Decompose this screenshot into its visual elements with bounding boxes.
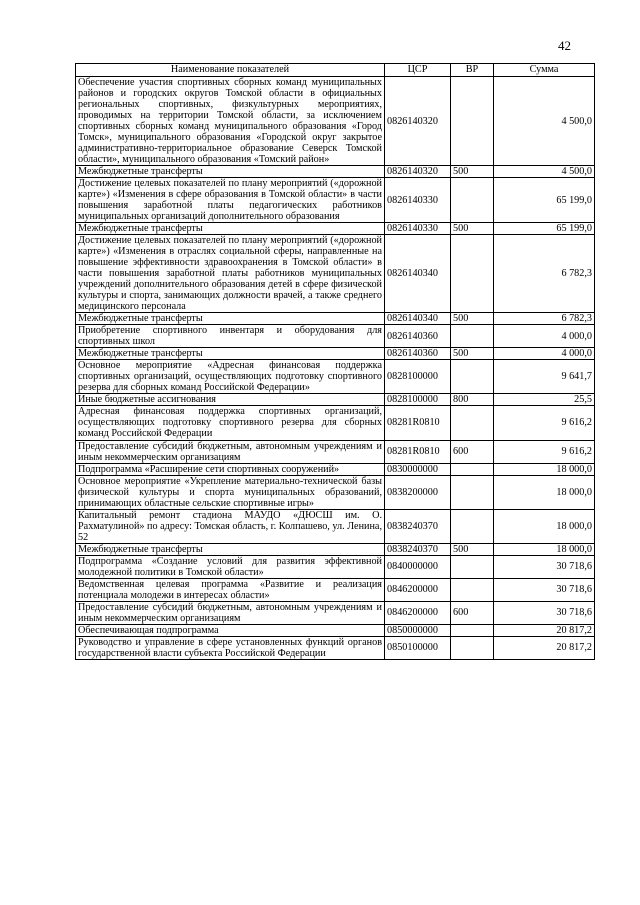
row-sum: 18 000,0: [494, 463, 595, 475]
row-sum: 4 500,0: [494, 166, 595, 178]
header-csr: ЦСР: [385, 64, 451, 77]
row-csr: 0830000000: [385, 463, 451, 475]
table-row: [76, 578, 595, 601]
page-number: 42: [558, 38, 571, 53]
row-vr: 500: [451, 166, 494, 178]
row-name: Руководство и управление в сфере установленных функций органов государственной власти субъекта Российской Федерации: [76, 636, 385, 659]
row-csr: 0828100000: [385, 394, 451, 406]
table-row: [76, 601, 595, 624]
table-row: [76, 223, 595, 235]
row-csr: 0850000000: [385, 624, 451, 636]
row-vr: 600: [451, 601, 494, 624]
row-vr: 500: [451, 313, 494, 325]
row-name: Капитальный ремонт стадиона МАУДО «ДЮСШ им. О. Рахматулиной» по адресу: Томская область, г. Колпашево, ул. Ленина, 52: [76, 509, 385, 543]
row-vr: [451, 325, 494, 348]
row-vr: [451, 636, 494, 659]
row-sum: 18 000,0: [494, 475, 595, 509]
row-name: Подпрограмма «Расширение сети спортивных сооружений»: [76, 463, 385, 475]
row-vr: [451, 578, 494, 601]
row-sum: 20 817,2: [494, 624, 595, 636]
row-sum: 18 000,0: [494, 543, 595, 555]
table-row: [76, 325, 595, 348]
row-csr: 0826140320: [385, 166, 451, 178]
row-csr: 0840000000: [385, 555, 451, 578]
row-csr: 0838200000: [385, 475, 451, 509]
row-csr: 0826140330: [385, 178, 451, 223]
row-vr: [451, 624, 494, 636]
row-vr: 500: [451, 348, 494, 360]
row-csr: 0838240370: [385, 543, 451, 555]
table-row: [76, 475, 595, 509]
row-sum: 6 782,3: [494, 235, 595, 313]
row-name: Межбюджетные трансферты: [76, 166, 385, 178]
row-sum: 30 718,6: [494, 555, 595, 578]
row-vr: 500: [451, 543, 494, 555]
row-vr: 500: [451, 223, 494, 235]
row-csr: 0828100000: [385, 360, 451, 394]
row-sum: 65 199,0: [494, 178, 595, 223]
table-row: [76, 555, 595, 578]
table-row: [76, 313, 595, 325]
row-sum: 30 718,6: [494, 601, 595, 624]
row-name: Иные бюджетные ассигнования: [76, 394, 385, 406]
row-name: Предоставление субсидий бюджетным, автономным учреждениям и иным некоммерческим организациям: [76, 601, 385, 624]
row-vr: [451, 360, 494, 394]
row-csr: 08281R0810: [385, 440, 451, 463]
row-sum: 18 000,0: [494, 509, 595, 543]
row-sum: 65 199,0: [494, 223, 595, 235]
row-csr: 0846200000: [385, 578, 451, 601]
row-vr: 800: [451, 394, 494, 406]
row-vr: 600: [451, 440, 494, 463]
table-row: [76, 394, 595, 406]
row-name: Достижение целевых показателей по плану мероприятий («дорожной карте») «Изменения в отраслях социальной сферы, направленные на повышение эффективности здравоохранения в Томской области» в части повышения заработной платы работников муниципальных учреждений дополнительного образования детей в сфере физической культуры и спорта, занимающих должности врачей, а также среднего медицинского персонала: [76, 235, 385, 313]
table-row: [76, 235, 595, 313]
row-name: Ведомственная целевая программа «Развитие и реализация потенциала молодежи в интересах области»: [76, 578, 385, 601]
row-csr: 0838240370: [385, 509, 451, 543]
row-name: Межбюджетные трансферты: [76, 543, 385, 555]
header-sum: Сумма: [494, 64, 595, 77]
row-vr: [451, 555, 494, 578]
row-sum: 25,5: [494, 394, 595, 406]
row-name: Достижение целевых показателей по плану мероприятий («дорожной карте») «Изменения в сфере образования в Томской области» в части повышения заработной платы педагогических работников муниципальных организаций дополнительного образования: [76, 178, 385, 223]
row-sum: 20 817,2: [494, 636, 595, 659]
row-vr: [451, 77, 494, 166]
table-row: [76, 348, 595, 360]
budget-table: [75, 63, 595, 660]
table-row: [76, 406, 595, 440]
table-row: [76, 543, 595, 555]
row-name: Обеспечение участия спортивных сборных команд муниципальных районов и городских округов Томской области в официальных региональных спортивных, физкультурных мероприятиях, проводимых на территории Томской области, за исключением спортивных сборных команд муниципального образования «Город Томск», муниципального образования «Городской округ закрытое административно-территориальное образование Северск Томской области», муниципального образования «Томский район»: [76, 77, 385, 166]
row-vr: [451, 475, 494, 509]
table-row: [76, 440, 595, 463]
table-row: [76, 624, 595, 636]
row-name: Основное мероприятие «Укрепление материально-технической базы физической культуры и спорта муниципальных образований, принимающих областные сельские спортивные игры»: [76, 475, 385, 509]
row-sum: 4 000,0: [494, 348, 595, 360]
table-row: [76, 509, 595, 543]
table-row: [76, 463, 595, 475]
row-name: Основное мероприятие «Адресная финансовая поддержка спортивных организаций, осуществляющих подготовку спортивного резерва для сборных команд Российской Федерации»: [76, 360, 385, 394]
row-csr: 0846200000: [385, 601, 451, 624]
row-vr: [451, 178, 494, 223]
row-csr: 0826140340: [385, 235, 451, 313]
row-csr: 0826140320: [385, 77, 451, 166]
row-csr: 0826140330: [385, 223, 451, 235]
row-csr: 0826140360: [385, 348, 451, 360]
row-sum: 4 000,0: [494, 325, 595, 348]
row-name: Межбюджетные трансферты: [76, 348, 385, 360]
row-name: Межбюджетные трансферты: [76, 223, 385, 235]
row-csr: 0826140340: [385, 313, 451, 325]
table-row: [76, 178, 595, 223]
table-row: [76, 77, 595, 166]
row-name: Межбюджетные трансферты: [76, 313, 385, 325]
table-row: [76, 636, 595, 659]
header-row: [76, 64, 595, 77]
row-vr: [451, 235, 494, 313]
row-csr: 08281R0810: [385, 406, 451, 440]
row-vr: [451, 463, 494, 475]
row-csr: 0850100000: [385, 636, 451, 659]
row-csr: 0826140360: [385, 325, 451, 348]
table-body: [76, 77, 595, 660]
table-row: [76, 360, 595, 394]
row-sum: 4 500,0: [494, 77, 595, 166]
row-name: Приобретение спортивного инвентаря и оборудования для спортивных школ: [76, 325, 385, 348]
row-sum: 9 616,2: [494, 406, 595, 440]
row-name: Подпрограмма «Создание условий для развития эффективной молодежной политики в Томской области»: [76, 555, 385, 578]
header-name: Наименование показателей: [76, 64, 385, 77]
header-vr: ВР: [451, 64, 494, 77]
row-name: Адресная финансовая поддержка спортивных организаций, осуществляющих подготовку спортивного резерва для сборных команд Российской Федерации: [76, 406, 385, 440]
row-sum: 9 641,7: [494, 360, 595, 394]
row-name: Предоставление субсидий бюджетным, автономным учреждениям и иным некоммерческим организациям: [76, 440, 385, 463]
row-vr: [451, 406, 494, 440]
table-row: [76, 166, 595, 178]
row-name: Обеспечивающая подпрограмма: [76, 624, 385, 636]
row-sum: 6 782,3: [494, 313, 595, 325]
row-vr: [451, 509, 494, 543]
row-sum: 9 616,2: [494, 440, 595, 463]
row-sum: 30 718,6: [494, 578, 595, 601]
